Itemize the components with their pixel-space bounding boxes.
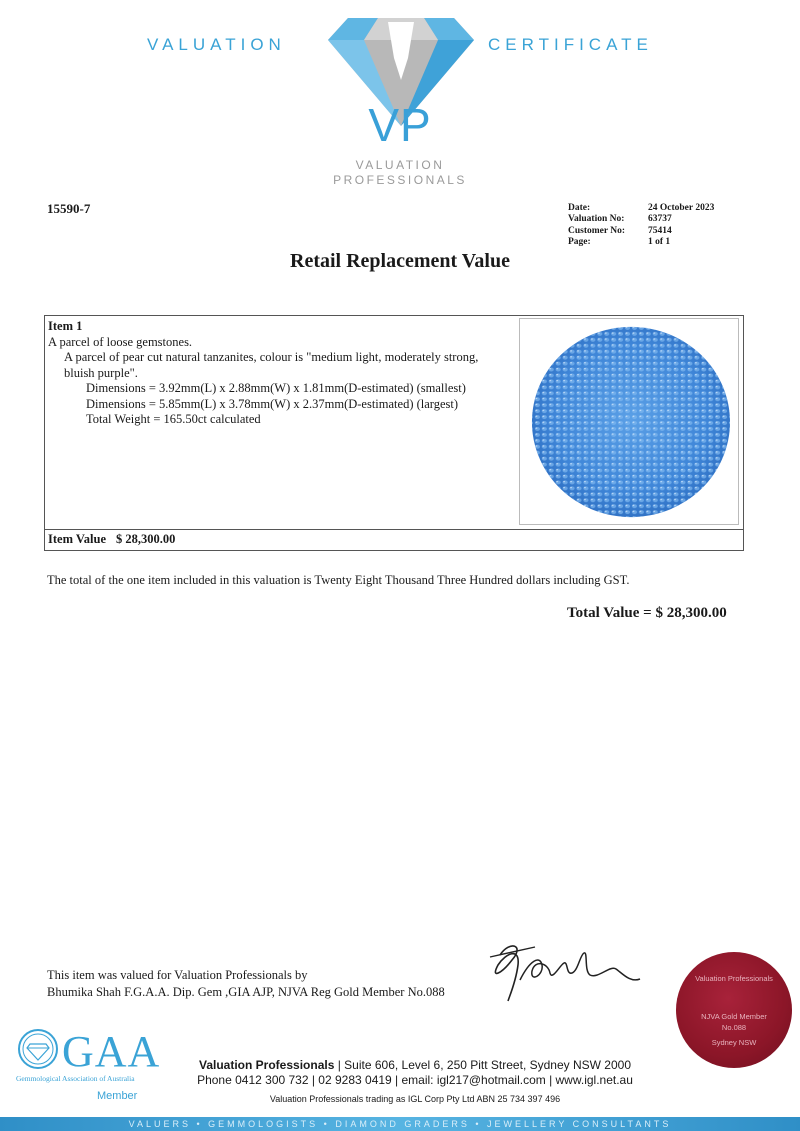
gaa-member-label: Member	[97, 1090, 138, 1102]
meta-date-label: Date:	[568, 203, 591, 213]
footer-company: Valuation Professionals	[199, 1058, 335, 1072]
gaa-subtitle: Gemmological Association of Australia	[16, 1074, 135, 1083]
meta-page-row	[568, 237, 748, 248]
footer-band: VALUERS • GEMMOLOGISTS • DIAMOND GRADERS • JEWELLERY CONSULTANTS	[0, 1117, 800, 1131]
item-value-amount: $ 28,300.00	[116, 532, 176, 546]
seal-mid-text-1: NJVA Gold Member	[701, 1012, 767, 1021]
meta-valuation-label: Valuation No:	[568, 214, 625, 225]
meta-customer-row	[568, 226, 748, 237]
meta-customer-label: Customer No:	[568, 225, 626, 236]
signature-icon	[480, 935, 660, 1005]
footer-contact: Phone 0412 300 732 | 02 9283 0419 | email: igl217@hotmail.com | www.igl.net.au	[197, 1073, 633, 1087]
meta-customer-value: 75414	[648, 225, 672, 236]
footer-trading: Valuation Professionals trading as IGL Corp Pty Ltd ABN 25 734 397 496	[269, 1094, 561, 1104]
item-line-2: A parcel of pear cut natural tanzanites, colour is "medium light, moderately strong,	[64, 350, 479, 364]
item-line-1: A parcel of loose gemstones.	[48, 334, 193, 349]
total-sentence: The total of the one item included in this valuation is Twenty Eight Thousand Three Hundred dollars including GST.	[47, 573, 630, 587]
logo-subtitle-line1: VALUATION	[355, 158, 445, 172]
seal-top-text: Valuation Professionals	[695, 974, 773, 983]
meta-block	[568, 203, 748, 249]
gaa-name: GAA	[62, 1027, 161, 1076]
footer-address	[0, 1058, 800, 1072]
header-certificate-word: CERTIFICATE	[488, 35, 653, 54]
meta-valuation-row	[568, 214, 748, 225]
item-line-4: Dimensions = 3.92mm(L) x 2.88mm(W) x 1.81mm(D-estimated) (smallest)	[86, 381, 466, 395]
meta-date-value: 24 October 2023	[648, 203, 715, 213]
footer-address-text: | Suite 606, Level 6, 250 Pitt Street, Sydney NSW 2000	[334, 1058, 631, 1072]
valuer-line-2: Bhumika Shah F.G.A.A. Dip. Gem ,GIA AJP, NJVA Reg Gold Member No.088	[47, 985, 445, 999]
valuer-seal	[676, 952, 792, 1068]
meta-page-value: 1 of 1	[648, 237, 671, 248]
total-value: Total Value = $ 28,300.00	[567, 605, 727, 621]
logo-subtitle-line2: PROFESSIONALS	[333, 173, 467, 187]
logo-vp-letters: VP	[368, 99, 432, 151]
reference-number: 15590-7	[47, 201, 91, 216]
item-value-label: Item Value	[48, 532, 106, 546]
document-title: Retail Replacement Value	[290, 250, 510, 272]
item-line-3: bluish purple".	[64, 365, 138, 380]
meta-page-label: Page:	[568, 237, 591, 248]
gemstone-parcel-photo	[519, 318, 739, 525]
item-line-6: Total Weight = 165.50ct calculated	[86, 412, 261, 426]
item-value	[48, 532, 175, 547]
item-line-5: Dimensions = 5.85mm(L) x 3.78mm(W) x 2.37mm(D-estimated) (largest)	[86, 396, 459, 411]
meta-date-row	[568, 203, 748, 214]
header-valuation-word: VALUATION	[147, 35, 286, 54]
item-description	[48, 319, 478, 428]
meta-valuation-value: 63737	[648, 214, 672, 225]
item-heading: Item 1	[48, 319, 83, 333]
seal-bottom-text: Sydney NSW	[711, 1038, 757, 1047]
seal-mid-text-2: No.088	[721, 1023, 747, 1032]
valuer-line-1: This item was valued for Valuation Professionals by	[47, 968, 308, 982]
item-divider	[44, 529, 744, 530]
